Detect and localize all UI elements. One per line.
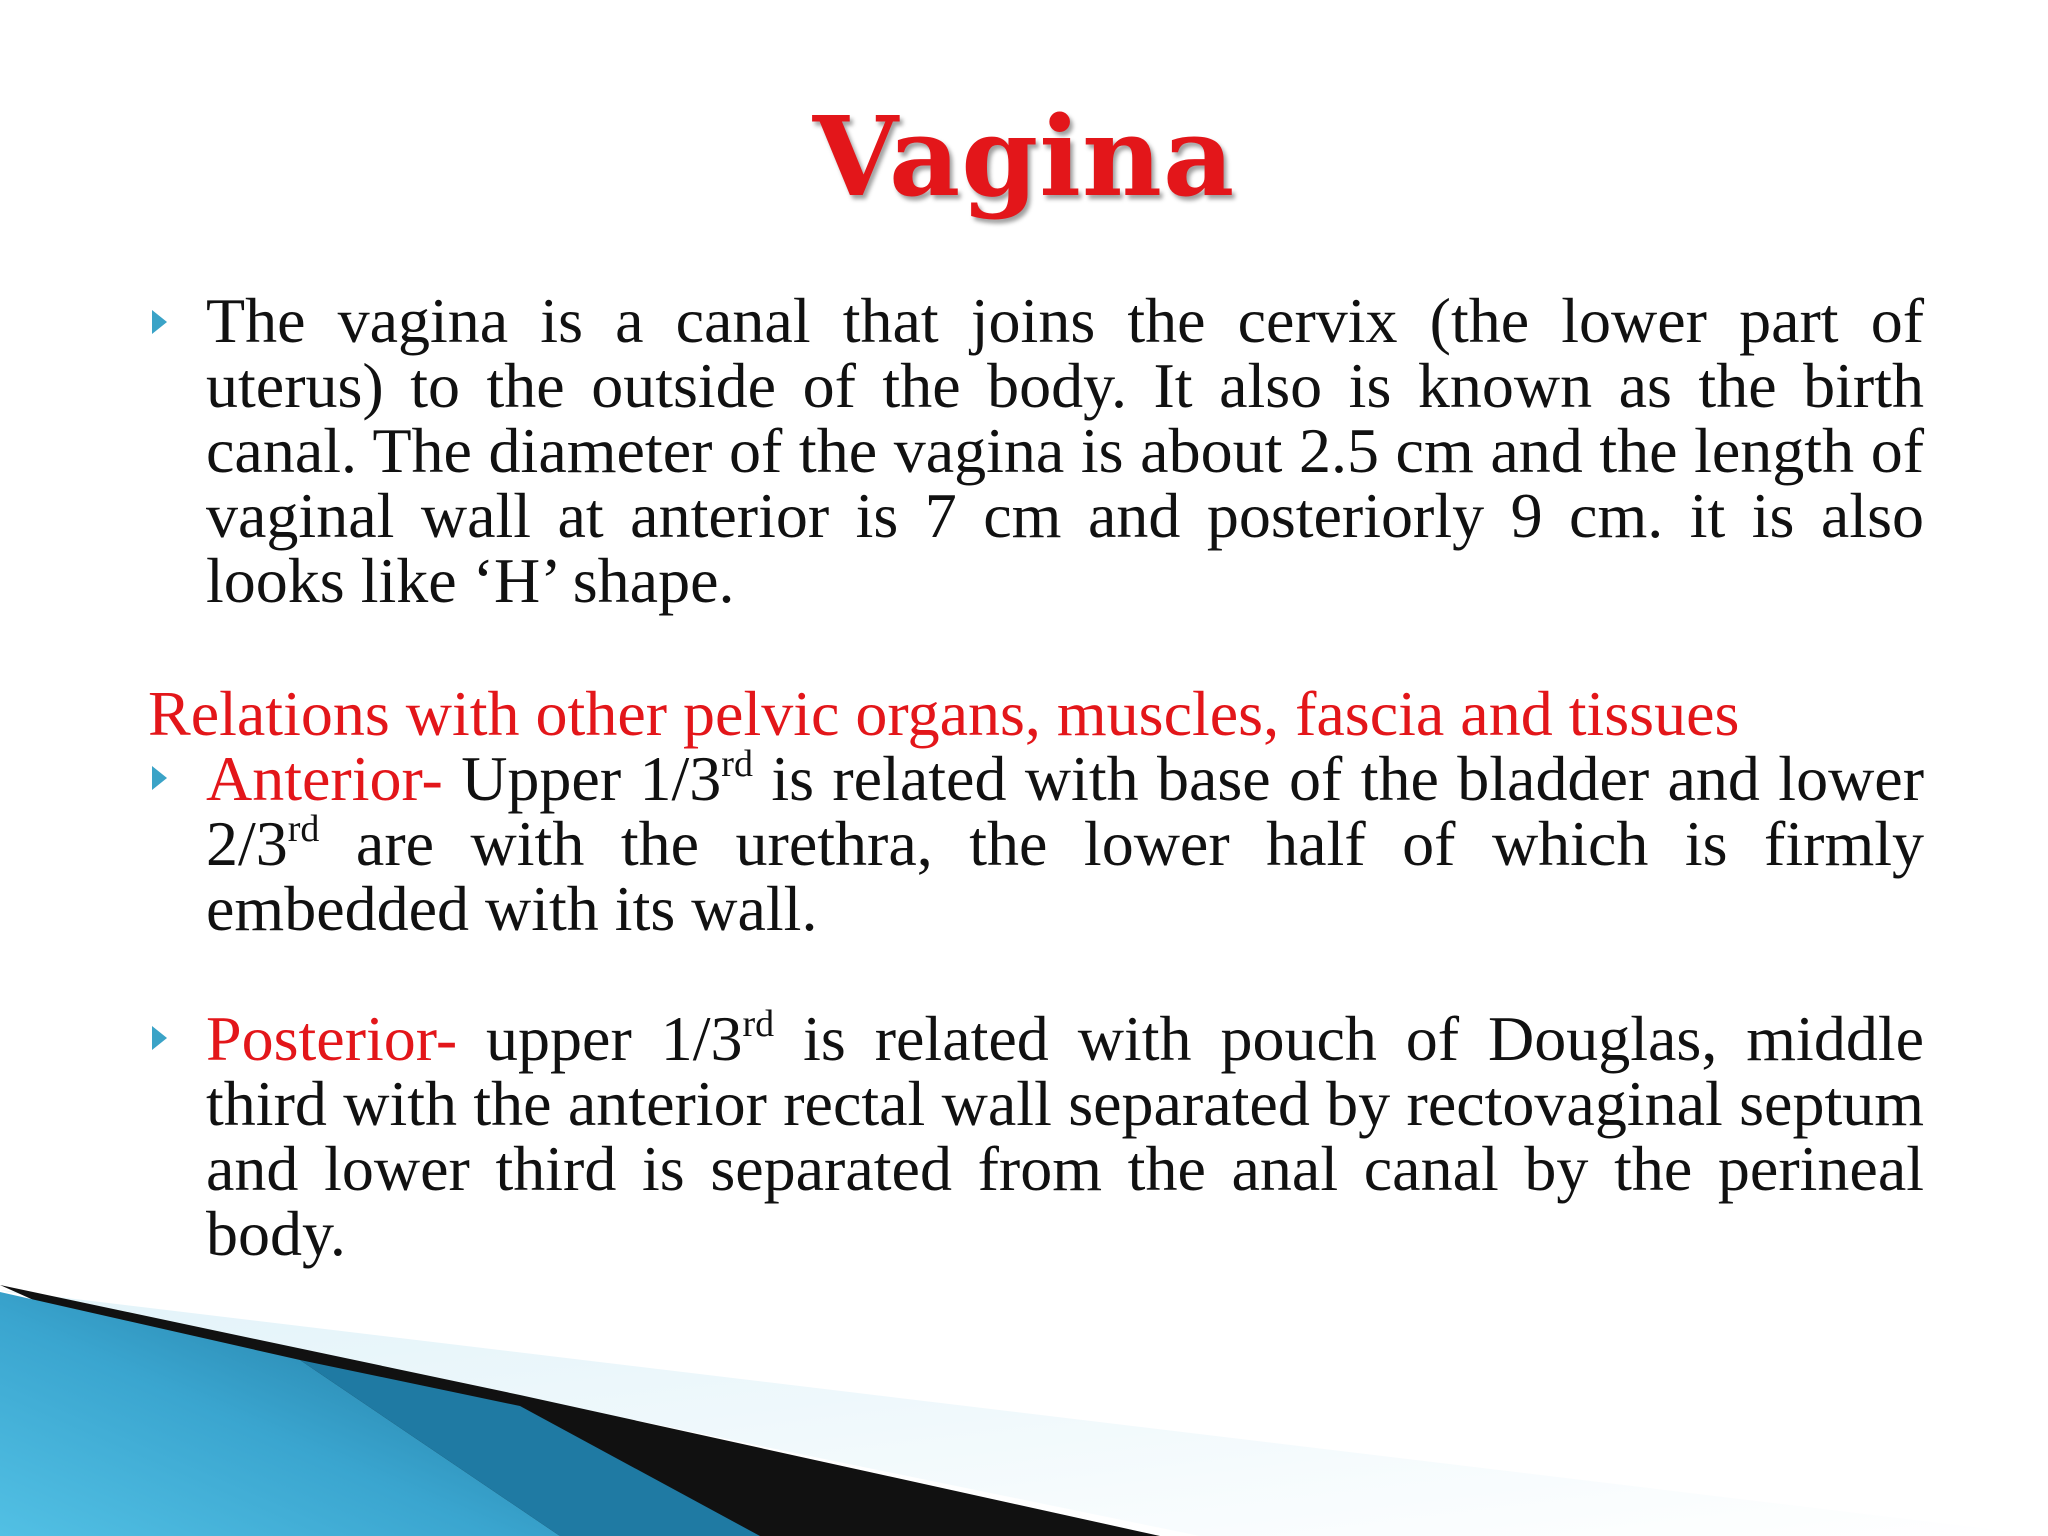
anterior-label: Anterior- (206, 743, 443, 814)
anterior-sup-2: rd (287, 808, 320, 850)
posterior-text-2: is related with pouch of Douglas, middle third with the anterior rectal wall separated by rectovaginal septum and lower third is separated from the anal canal by the perineal body. (206, 1003, 1925, 1269)
posterior-bullet (148, 1003, 1925, 1269)
anterior-text-2: is related with base of the bladder and lower 2/3 (206, 743, 1925, 879)
deco-blue-swoosh-2 (300, 1360, 760, 1536)
slide-title: Vagina (812, 92, 1236, 221)
triangle-right-icon (152, 1026, 167, 1050)
relations-heading: Relations with other pelvic organs, muscles, fascia and tissues (148, 678, 1740, 749)
triangle-right-icon (152, 766, 167, 790)
triangle-right-icon (152, 310, 167, 334)
slide-content (148, 285, 1925, 1269)
deco-blue-swoosh (0, 1292, 560, 1536)
deco-dark-swoosh (0, 1285, 1160, 1536)
anterior-text-1: Upper 1/3 (442, 743, 722, 814)
spacer (148, 941, 1924, 1006)
intro-text: The vagina is a canal that joins the cervix (the lower part of uterus) to the outside of the body. It also is known as the birth canal. The diameter of the vagina is about 2.5 cm and the length of vaginal wall at anterior is 7 cm and posteriorly 9 cm. it is also looks like ‘H’ shape. (206, 285, 1924, 616)
intro-bullet (148, 285, 1924, 616)
deco-light-band (0, 1290, 2048, 1536)
anterior-bullet (148, 743, 1925, 944)
anterior-sup-1: rd (721, 743, 753, 785)
posterior-text-1: upper 1/3 (457, 1003, 743, 1074)
anterior-text-3: are with the urethra, the lower half of which is firmly embedded with its wall. (206, 808, 1924, 944)
posterior-sup-1: rd (742, 1003, 775, 1045)
posterior-label: Posterior- (206, 1003, 458, 1074)
